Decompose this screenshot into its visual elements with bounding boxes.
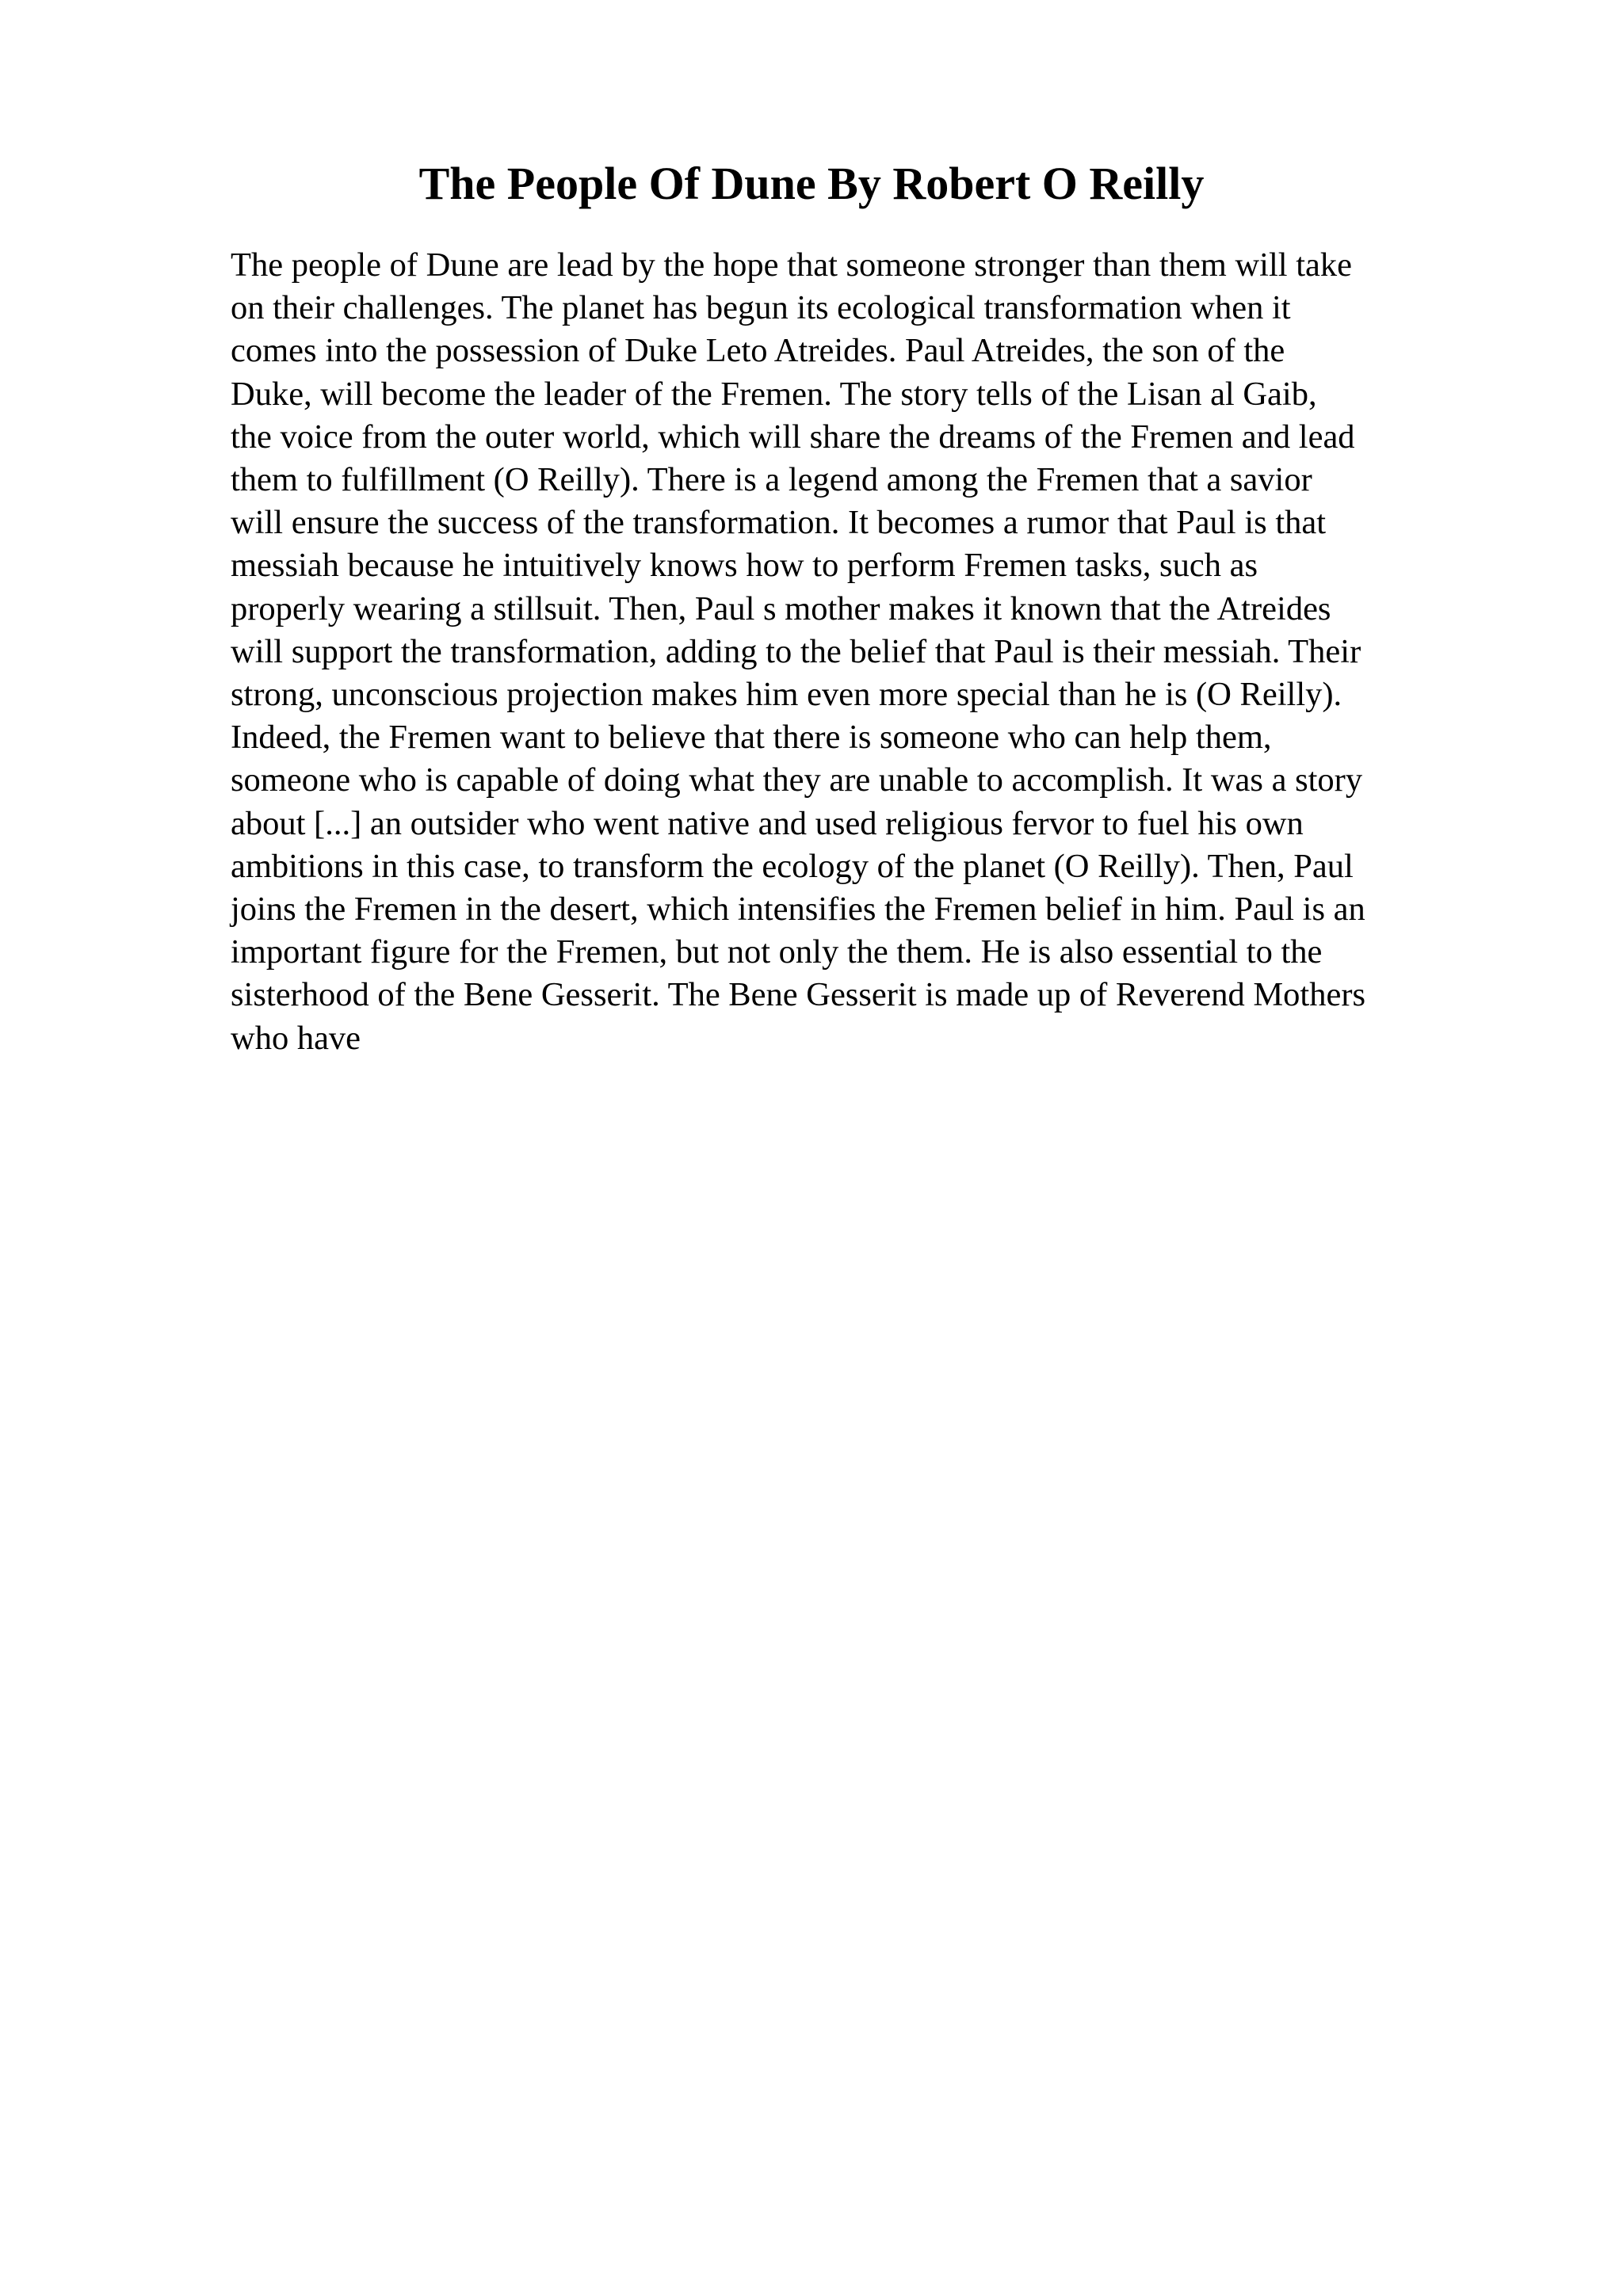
text-line: about [...] an outsider who went native and used religious fervor to fuel his own <box>231 804 1304 842</box>
text-line: strong, unconscious projection makes him even more special than he is (O Reilly). <box>231 676 1342 714</box>
text-line: Duke, will become the leader of the Fremen. The story tells of the Lisan al Gaib, <box>231 375 1317 413</box>
text-line: sisterhood of the Bene Gesserit. The Bene Gesserit is made up of Reverend Mothers <box>231 976 1366 1014</box>
text-line: important figure for the Fremen, but not only the them. He is also essential to the <box>231 933 1323 971</box>
text-line: someone who is capable of doing what they are unable to accomplish. It was a story <box>231 761 1363 799</box>
text-line: on their challenges. The planet has begun its ecological transformation when it <box>231 289 1291 327</box>
document-title: The People Of Dune By Robert O Reilly <box>418 158 1205 209</box>
text-line: will support the transformation, adding to the belief that Paul is their messiah. Their <box>231 632 1361 670</box>
text-line: messiah because he intuitively knows how to perform Fremen tasks, such as <box>231 547 1258 585</box>
text-line: comes into the possession of Duke Leto Atreides. Paul Atreides, the son of the <box>231 332 1285 370</box>
text-line: joins the Fremen in the desert, which intensifies the Fremen belief in him. Paul is an <box>231 891 1365 929</box>
text-line: The people of Dune are lead by the hope that someone stronger than them will take <box>231 246 1353 284</box>
text-line: Indeed, the Fremen want to believe that there is someone who can help them, <box>231 719 1272 757</box>
text-line: them to fulfillment (O Reilly). There is a legend among the Fremen that a savior <box>231 461 1312 499</box>
text-line: properly wearing a stillsuit. Then, Paul s mother makes it known that the Atreides <box>231 589 1331 627</box>
text-line: will ensure the success of the transformation. It becomes a rumor that Paul is that <box>231 504 1327 542</box>
text-line: ambitions in this case, to transform the ecology of the planet (O Reilly). Then, Paul <box>231 847 1354 885</box>
body-paragraph <box>231 244 1499 1060</box>
text-line: who have <box>231 1019 361 1057</box>
text-line: the voice from the outer world, which will share the dreams of the Fremen and lead <box>231 418 1355 456</box>
